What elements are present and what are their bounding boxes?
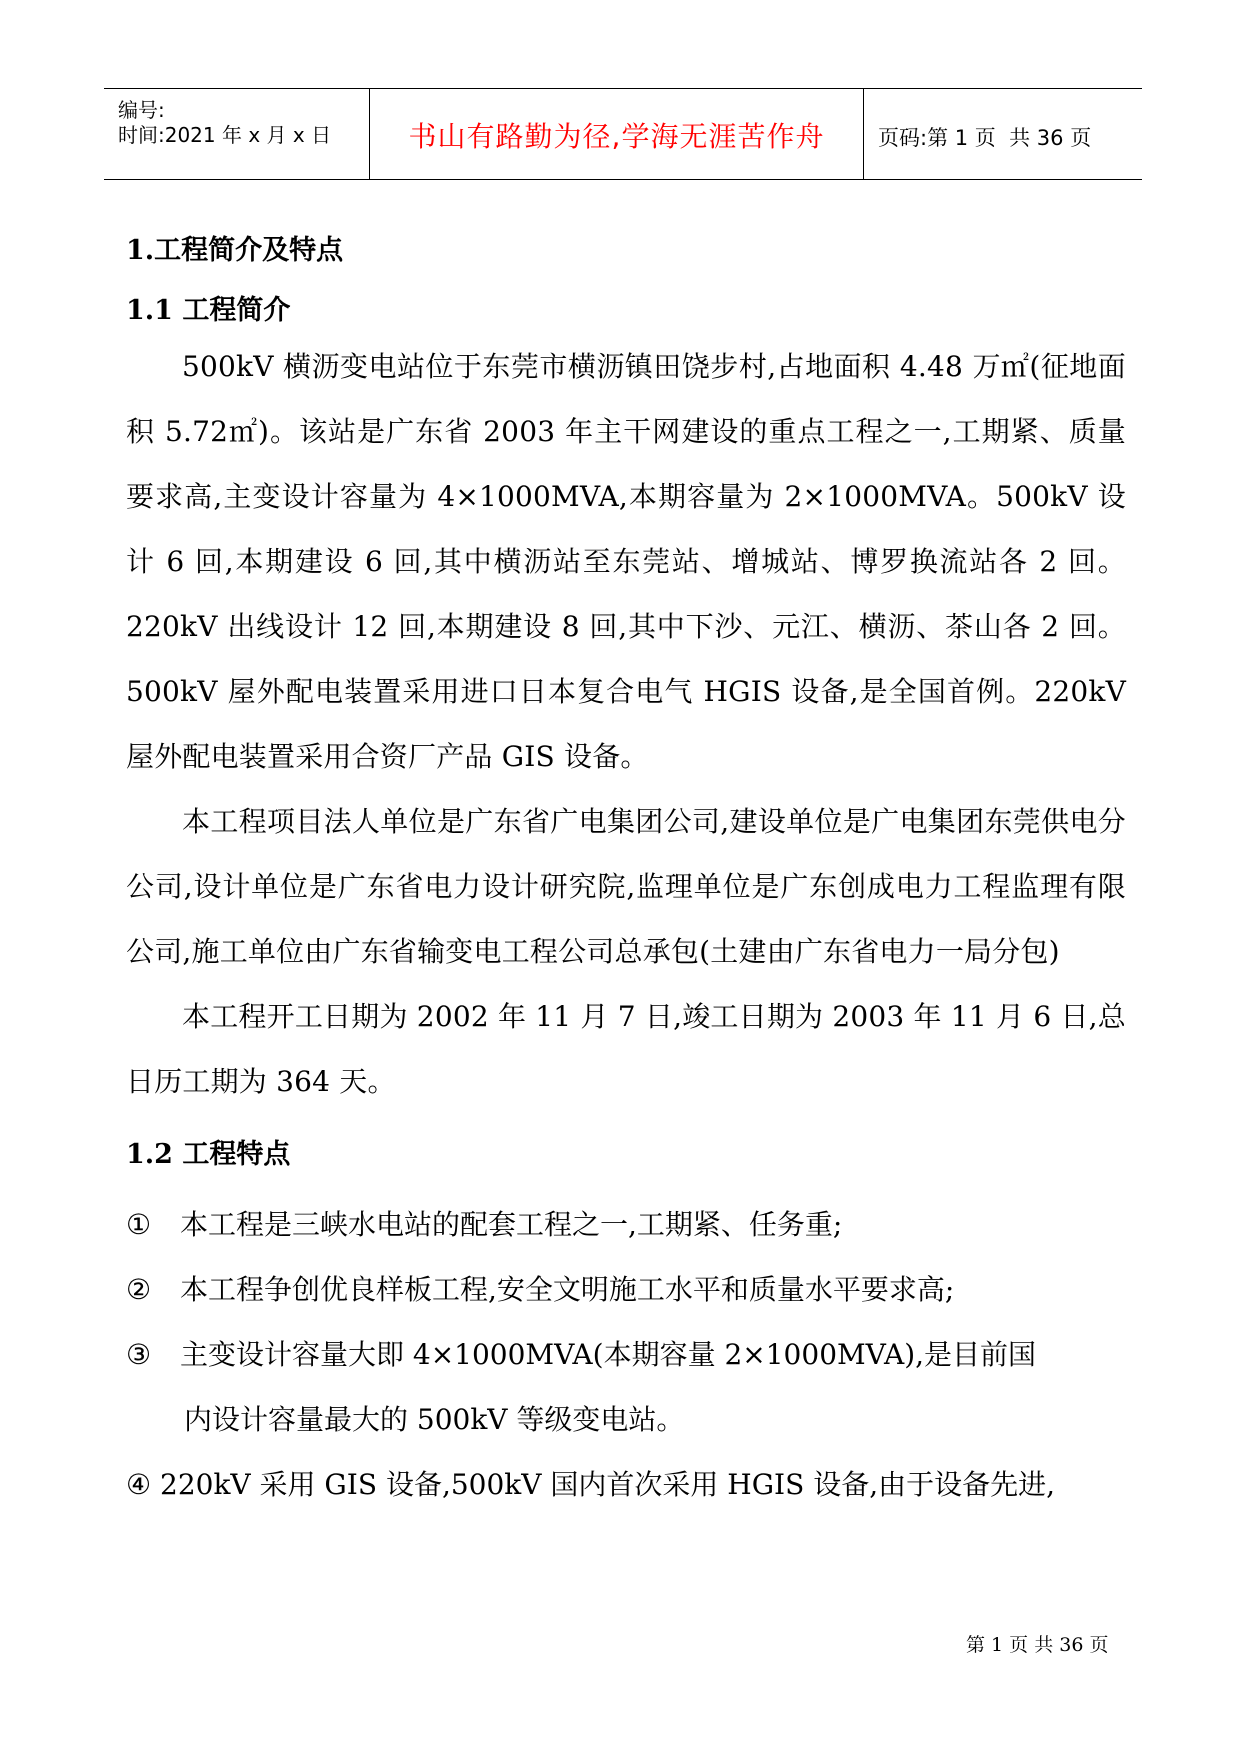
feature-list <box>126 1192 1126 1517</box>
document-number-label: 编号: <box>118 98 165 122</box>
section-1-1-title: 1.1 工程简介 <box>126 295 291 326</box>
header-table <box>104 88 1142 180</box>
list-item <box>126 1192 1126 1257</box>
list-item-continuation <box>126 1387 1126 1452</box>
paragraph-schedule: 本工程开工日期为 2002 年 11 月 7 日,竣工日期为 2003 年 11 月 6 日,总日历工期为 364 天。 <box>126 1000 1126 1098</box>
list-item-text: ④ 220kV 采用 GIS 设备,500kV 国内首次采用 HGIS 设备,由于设备先进, <box>126 1468 1056 1501</box>
paragraph-units: 本工程项目法人单位是广东省广电集团公司,建设单位是广电集团东莞供电分公司,设计单位是广东省电力设计研究院,监理单位是广东创成电力工程监理有限公司,施工单位由广东省输变电工程公司总承包(土建由广东省电力一局分包) <box>126 805 1126 968</box>
header-motto-cell <box>370 89 864 179</box>
list-marker: ② <box>126 1273 152 1306</box>
list-item-text: 本工程是三峡水电站的配套工程之一,工期紧、任务重; <box>180 1208 843 1241</box>
paragraph-overview: 500kV 横沥变电站位于东莞市横沥镇田饶步村,占地面积 4.48 万㎡(征地面积 5.72㎡)。该站是广东省 2003 年主干网建设的重点工程之一,工期紧、质量要求高,主变设计容量为 4×1000MVA,本期容量为 2×1000MVA。500kV 设计 6 回,本期建设 6 回,其中横沥站至东莞站、增城站、博罗换流站各 2 回。220kV 出线设计 12 回,本期建设 8 回,其中下沙、元江、横沥、茶山各 2 回。500kV 屋外配电装置采用进口日本复合电气 HGIS 设备,是全国首例。220kV 屋外配电装置采用合资厂产品 GIS 设备。 <box>126 350 1126 773</box>
document-time-label: 时间:2021 年 x 月 x 日 <box>118 123 332 147</box>
header-motto: 书山有路勤为径,学海无涯苦作舟 <box>408 120 825 153</box>
document-body <box>126 228 1126 1517</box>
list-item <box>126 1322 1126 1387</box>
header-page-cell <box>864 89 1142 179</box>
list-item <box>126 1257 1126 1322</box>
section-1-title: 1.工程简介及特点 <box>126 235 344 266</box>
footer-page-number: 第 1 页 共 36 页 <box>966 1634 1109 1656</box>
header-meta-cell <box>104 89 370 179</box>
list-marker: ① <box>126 1208 152 1241</box>
section-1-2-title: 1.2 工程特点 <box>126 1139 291 1170</box>
list-marker: ③ <box>126 1338 152 1371</box>
list-item-text: 本工程争创优良样板工程,安全文明施工水平和质量水平要求高; <box>180 1273 955 1306</box>
list-item-text: 内设计容量最大的 500kV 等级变电站。 <box>184 1403 685 1436</box>
header-page-info: 页码:第 1 页 共 36 页 <box>878 126 1092 150</box>
list-item <box>126 1452 1126 1517</box>
list-item-text: 主变设计容量大即 4×1000MVA(本期容量 2×1000MVA),是目前国 <box>180 1338 1037 1371</box>
